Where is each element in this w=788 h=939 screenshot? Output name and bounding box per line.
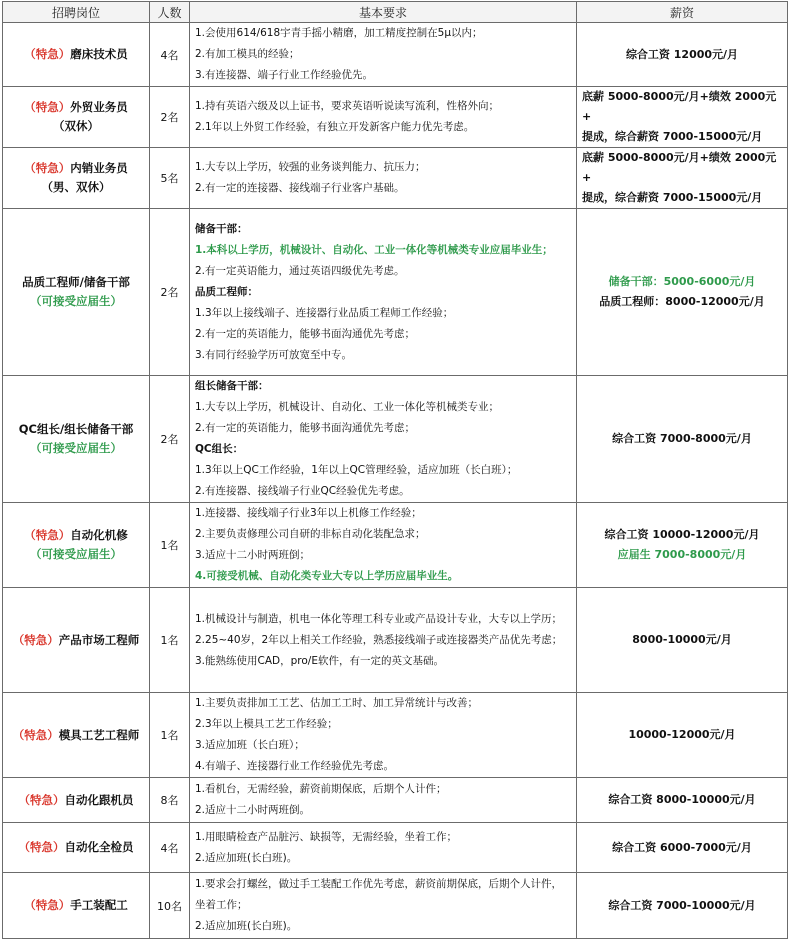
requirements-cell	[190, 23, 577, 87]
urgent-tag: （特急）	[24, 161, 71, 175]
requirement-line: 3.适应加班（长白班）；	[195, 739, 305, 751]
position-title: 外贸业务员	[70, 100, 128, 114]
requirement-line: 3.适应十二小时两班倒；	[195, 549, 311, 561]
requirement-line: 3.有连接器、端子行业工作经验优先。	[195, 69, 374, 81]
requirements-cell	[190, 87, 577, 148]
table-row	[3, 693, 788, 778]
table-row	[3, 23, 788, 87]
table-row	[3, 503, 788, 588]
position-title: 磨床技术员	[70, 47, 128, 61]
position-title: QC组长/组长储备干部	[18, 422, 134, 436]
requirements-cell	[190, 778, 577, 823]
salary-cell	[577, 503, 788, 588]
salary-line: 综合工资 6000-7000元/月	[612, 840, 752, 854]
position-note: （可接受应届生）	[30, 441, 122, 455]
requirement-line: 2.25~40岁，2年以上相关工作经验，熟悉接线端子或连接器类产品优先考虑；	[195, 633, 563, 646]
requirements-cell	[190, 376, 577, 503]
salary-line: 综合工资 12000元/月	[625, 47, 739, 61]
position-cell	[3, 693, 150, 778]
requirement-line: 2.有加工模具的经验；	[195, 48, 300, 60]
requirements-cell	[190, 209, 577, 376]
requirement-line: 1.要求会打螺丝，做过手工装配工作优先考虑，薪资前期保底，后期个人计件，坐着工作；	[195, 878, 563, 911]
salary-cell	[577, 693, 788, 778]
requirement-heading: QC组长：	[195, 443, 244, 455]
requirement-line: 1.机械设计与制造，机电一体化等理工科专业或产品设计专业，大专以上学历；	[195, 612, 563, 625]
salary-line: 提成，综合薪资 7000-15000元/月	[582, 191, 763, 204]
requirement-line: 2.主要负责修理公司自研的非标自动化装配急求；	[195, 528, 426, 540]
requirement-line: 2.有一定英语能力，通过英语四级优先考虑。	[195, 264, 405, 277]
requirement-line: 4.有端子、连接器行业工作经验优先考虑。	[195, 760, 395, 772]
count-cell: 8名	[150, 778, 190, 823]
requirement-line: 2.1年以上外贸工作经验，有独立开发新客户能力优先考虑。	[195, 121, 475, 133]
requirement-line: 2.有连接器、接线端子行业QC经验优先考虑。	[195, 485, 410, 497]
table-row	[3, 778, 788, 823]
requirement-heading: 储备干部：	[195, 222, 248, 235]
requirement-line: 2.有一定的连接器、接线端子行业客户基础。	[195, 182, 405, 194]
count-cell: 2名	[150, 376, 190, 503]
position-cell	[3, 588, 150, 693]
count-cell: 5名	[150, 148, 190, 209]
salary-cell	[577, 23, 788, 87]
requirement-line: 1.3年以上接线端子、连接器行业品质工程师工作经验；	[195, 306, 454, 319]
position-cell	[3, 823, 150, 873]
count-cell: 1名	[150, 503, 190, 588]
table-row	[3, 148, 788, 209]
salary-line: 品质工程师：8000-12000元/月	[599, 295, 765, 308]
salary-line: 综合工资 7000-8000元/月	[612, 432, 752, 445]
requirement-line-highlight: 4.可接受机械、自动化类专业大专以上学历应届毕业生。	[195, 570, 459, 582]
salary-cell	[577, 148, 788, 209]
salary-cell	[577, 87, 788, 148]
salary-cell	[577, 588, 788, 693]
position-title: 模具工艺工程师	[58, 727, 140, 742]
salary-cell	[577, 873, 788, 939]
position-cell	[3, 503, 150, 588]
position-title: 品质工程师/储备干部	[22, 275, 130, 289]
position-cell	[3, 778, 150, 823]
requirement-line: 2.适应加班(长白班)。	[195, 851, 298, 864]
salary-line: 综合工资 7000-10000元/月	[608, 898, 756, 912]
requirement-line: 2.有一定的英语能力，能够书面沟通优先考虑；	[195, 327, 416, 340]
count-cell: 1名	[150, 693, 190, 778]
salary-line: 8000-10000元/月	[632, 633, 732, 646]
position-cell	[3, 873, 150, 939]
salary-line: 综合工资 10000-12000元/月	[604, 528, 760, 541]
count-cell: 4名	[150, 823, 190, 873]
requirement-line: 1.看机台，无需经验，薪资前期保底，后期个人计件；	[195, 783, 447, 795]
requirements-cell	[190, 873, 577, 939]
position-subtitle: （男、双休）	[41, 180, 111, 194]
salary-cell	[577, 209, 788, 376]
header-requirements: 基本要求	[190, 2, 577, 23]
salary-line: 综合工资 8000-10000元/月	[608, 793, 756, 806]
position-title: 自动化跟机员	[64, 792, 134, 807]
urgent-tag: （特急）	[24, 898, 71, 912]
salary-cell	[577, 778, 788, 823]
position-title: 内销业务员	[70, 161, 128, 175]
table-row	[3, 823, 788, 873]
requirement-line: 3.有同行经验学历可放宽至中专。	[195, 348, 353, 361]
count-cell: 2名	[150, 87, 190, 148]
requirements-cell	[190, 693, 577, 778]
position-subtitle: （双休）	[53, 119, 99, 133]
header-row	[3, 2, 788, 23]
urgent-tag: （特急）	[12, 727, 59, 742]
position-title: 自动化全检员	[64, 840, 134, 854]
header-salary: 薪资	[577, 2, 788, 23]
requirement-line: 1.用眼睛检查产品脏污、缺损等，无需经验，坐着工作；	[195, 830, 458, 843]
requirement-line: 1.持有英语六级及以上证书，要求英语听说读写流利，性格外向；	[195, 100, 500, 112]
position-note: （可接受应届生）	[30, 294, 122, 308]
requirements-cell	[190, 823, 577, 873]
requirement-line: 2.3年以上模具工艺工作经验；	[195, 718, 338, 730]
table-row	[3, 87, 788, 148]
urgent-tag: （特急）	[24, 47, 71, 61]
position-title: 产品市场工程师	[58, 632, 140, 647]
salary-line: 提成，综合薪资 7000-15000元/月	[582, 130, 763, 143]
requirement-heading: 品质工程师：	[195, 285, 258, 298]
requirement-line: 3.能熟练使用CAD，pro/E软件，有一定的英文基础。	[195, 654, 444, 667]
requirement-line: 1.3年以上QC工作经验，1年以上QC管理经验，适应加班（长白班）；	[195, 464, 518, 476]
urgent-tag: （特急）	[18, 840, 65, 854]
position-cell	[3, 148, 150, 209]
urgent-tag: （特急）	[24, 100, 71, 114]
salary-line: 底薪 5000-8000元/月+绩效 2000元+	[582, 90, 777, 123]
position-cell	[3, 87, 150, 148]
requirement-heading: 组长储备干部：	[195, 380, 269, 392]
header-position: 招聘岗位	[3, 2, 150, 23]
salary-line-highlight: 储备干部：5000-6000元/月	[608, 275, 756, 288]
requirement-line: 1.连接器、接线端子行业3年以上机修工作经验；	[195, 507, 422, 519]
count-cell: 1名	[150, 588, 190, 693]
position-title: 自动化机修	[70, 528, 128, 542]
position-title: 手工装配工	[70, 898, 128, 912]
count-cell: 2名	[150, 209, 190, 376]
requirement-line: 2.适应十二小时两班倒。	[195, 804, 311, 816]
table-row	[3, 376, 788, 503]
count-cell: 4名	[150, 23, 190, 87]
recruitment-table	[2, 1, 788, 939]
header-count: 人数	[150, 2, 190, 23]
urgent-tag: （特急）	[18, 792, 65, 807]
requirement-line: 2.适应加班(长白班)。	[195, 920, 298, 932]
requirement-line-highlight: 1.本科以上学历，机械设计、自动化、工业一体化等机械类专业应届毕业生；	[195, 243, 553, 256]
requirements-cell	[190, 503, 577, 588]
salary-line: 底薪 5000-8000元/月+绩效 2000元+	[582, 151, 777, 184]
table-row	[3, 588, 788, 693]
table-row	[3, 209, 788, 376]
requirement-line: 1.大专以上学历，较强的业务谈判能力、抗压力；	[195, 161, 426, 173]
urgent-tag: （特急）	[24, 528, 71, 542]
position-cell	[3, 376, 150, 503]
salary-line: 10000-12000元/月	[628, 728, 736, 741]
requirement-line: 1.大专以上学历，机械设计、自动化、工业一体化等机械类专业；	[195, 401, 500, 413]
requirement-line: 1.主要负责排加工工艺、估加工工时、加工异常统计与改善；	[195, 697, 479, 709]
salary-line-highlight: 应届生 7000-8000元/月	[617, 548, 747, 561]
table-row	[3, 873, 788, 939]
count-cell: 10名	[150, 873, 190, 939]
requirements-cell	[190, 148, 577, 209]
position-cell	[3, 23, 150, 87]
requirement-line: 1.会使用614/618宇青手摇小精磨，加工精度控制在5μ以内；	[195, 27, 483, 39]
position-note: （可接受应届生）	[30, 547, 122, 561]
salary-cell	[577, 376, 788, 503]
salary-cell	[577, 823, 788, 873]
urgent-tag: （特急）	[12, 632, 59, 647]
requirement-line: 2.有一定的英语能力，能够书面沟通优先考虑；	[195, 422, 416, 434]
requirements-cell	[190, 588, 577, 693]
position-cell	[3, 209, 150, 376]
